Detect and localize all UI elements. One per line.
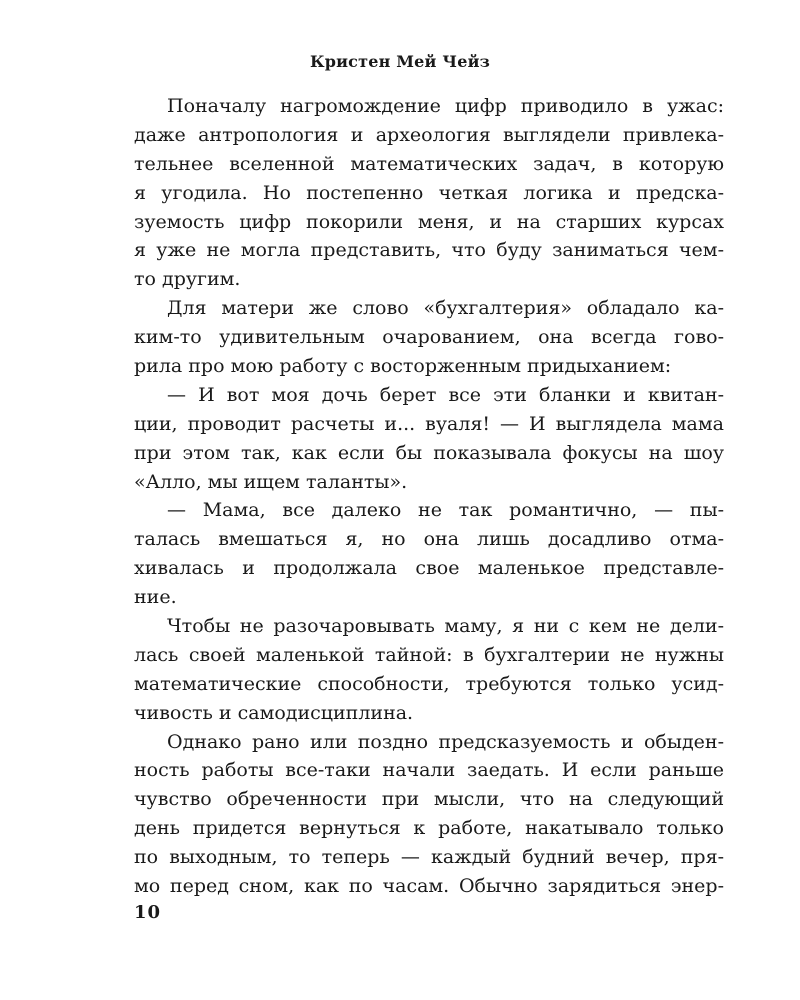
text-line: ность работы все-таки начали заедать. И если раньше [134, 759, 724, 782]
text-line: математические способности, требуются только усид- [134, 672, 724, 695]
text-line: тельнее вселенной математических задач, в которую [134, 152, 724, 175]
text-line: день придется вернуться к работе, накатывало только [134, 817, 724, 840]
text-line: чувство обреченности при мысли, что на следующий [134, 788, 724, 811]
text-line: рила про мою работу с восторженным придыханием: [134, 355, 672, 378]
running-header-title: Кристен Мей Чейз [309, 52, 491, 71]
text-line: зуемость цифр покорили меня, и на старших курсах [134, 210, 724, 233]
text-line: ким-то удивительным очарованием, она всегда гово- [134, 326, 724, 349]
text-line: «Алло, мы ищем таланты». [134, 470, 408, 493]
text-line: даже антропология и археология выглядели привлека- [134, 123, 724, 146]
body-text [134, 92, 724, 901]
text-line: Однако рано или поздно предсказуемость и обыден- [167, 730, 724, 753]
text-line: я уже не могла представить, что буду заниматься чем- [134, 239, 724, 262]
text-line: ние. [134, 586, 177, 609]
text-line: мо перед сном, как по часам. Обычно зарядиться энер- [134, 875, 724, 898]
text-line: чивость и самодисциплина. [134, 701, 414, 724]
text-line: — И вот моя дочь берет все эти бланки и квитан- [167, 383, 724, 406]
text-line: Для матери же слово «бухгалтерия» обладало ка- [167, 297, 724, 320]
text-line: ции, проводит расчеты и... вуаля! — И выглядела мама [134, 412, 724, 435]
text-line: лась своей маленькой тайной: в бухгалтерии не нужны [134, 643, 724, 666]
text-line: талась вмешаться я, но она лишь досадливо отма- [134, 528, 724, 551]
text-line: — Мама, все далеко не так романтично, — пы- [167, 499, 724, 522]
text-line: по выходным, то теперь — каждый будний вечер, пря- [134, 846, 724, 869]
text-line: Поначалу нагромождение цифр приводило в ужас: [167, 95, 724, 117]
text-line: хивалась и продолжала свое маленькое представле- [134, 557, 724, 580]
text-line: я угодила. Но постепенно четкая логика и предска- [134, 181, 724, 204]
text-line: Чтобы не разочаровывать маму, я ни с кем не дели- [167, 615, 724, 638]
text-line: при этом так, как если бы показывала фокусы на шоу [134, 441, 724, 464]
page-number: 10 [134, 902, 162, 923]
text-line: то другим. [134, 268, 241, 291]
